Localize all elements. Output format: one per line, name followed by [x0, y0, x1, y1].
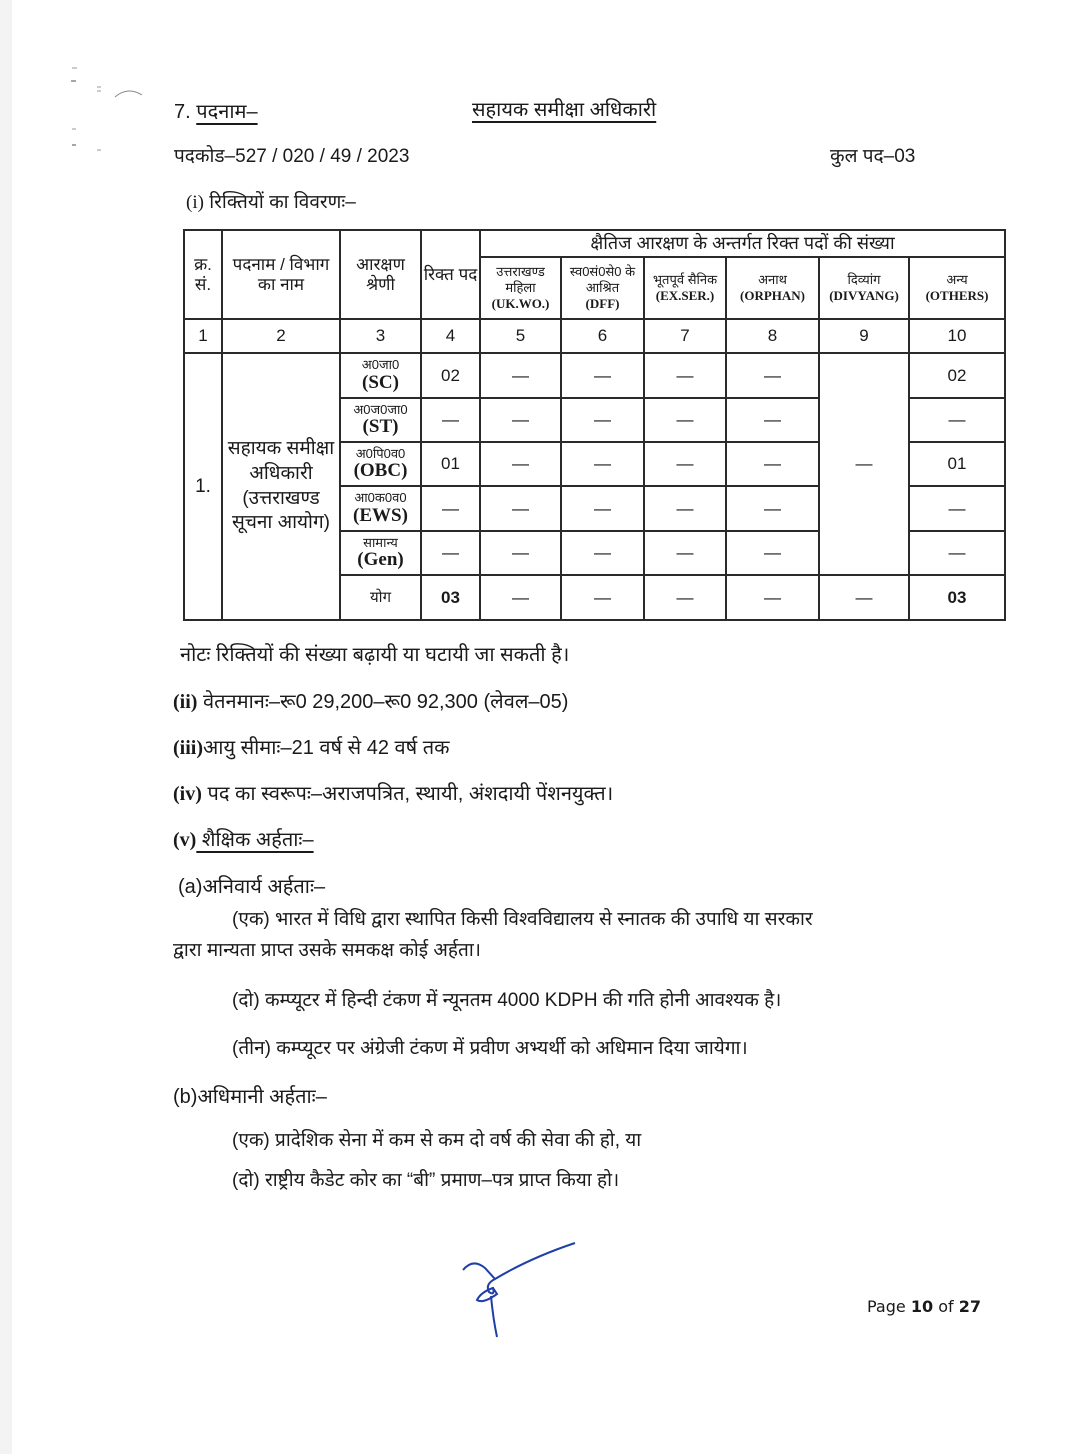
pay-scale-text: वेतनमानः–रू0 29,200–रू0 92,300 (लेवल–05)	[203, 691, 569, 713]
header-en: (ORPHAN)	[740, 288, 805, 303]
table-row	[184, 353, 1005, 398]
header-vacant: रिक्त पद	[421, 230, 480, 319]
pay-scale	[173, 687, 568, 714]
others-cell: —	[909, 531, 1005, 575]
item-text: प्रादेशिक सेना में कम से कम दो वर्ष की सेवा की हो, या	[269, 1130, 642, 1151]
header-hi: उत्तराखण्ड महिला	[496, 263, 545, 295]
others-cell: 01	[909, 442, 1005, 486]
header-en: (UK.WO.)	[491, 296, 550, 312]
page-word: Page	[867, 1297, 906, 1316]
category-en: (SC)	[362, 371, 399, 393]
divyang-merged-cell: —	[819, 353, 909, 575]
header-en: (DFF)	[585, 296, 620, 312]
total-label: योग	[340, 575, 421, 620]
dff-cell: —	[561, 531, 644, 575]
post-title-line	[174, 97, 258, 124]
header-hi: स्व0सं0से0 के आश्रित	[569, 263, 636, 295]
header-divyang	[819, 257, 909, 319]
orphan-cell: —	[726, 353, 819, 398]
header-others	[909, 257, 1005, 319]
vacant-cell: —	[421, 486, 480, 531]
category-cell	[340, 353, 421, 398]
post-label: पदनाम–	[196, 101, 258, 123]
header-dff	[561, 257, 644, 319]
pay-scale-num: (ii)	[173, 691, 198, 713]
page-of: of	[938, 1297, 954, 1316]
col-num: 3	[340, 319, 421, 353]
post-nature-text: पद का स्वरूपः–अराजपत्रित, स्थायी, अंशदायी पेंशनयुक्त।	[207, 783, 614, 805]
qualification-num: (v)	[173, 829, 197, 851]
essential-item-3	[232, 1034, 748, 1060]
col-num: 2	[222, 319, 340, 353]
vacant-cell: 02	[421, 353, 480, 398]
preferential-item-1	[232, 1126, 641, 1152]
orphan-cell: —	[726, 486, 819, 531]
signature-icon	[455, 1240, 585, 1340]
vacant-cell: 01	[421, 442, 480, 486]
exser-cell: —	[644, 486, 726, 531]
category-cell	[340, 398, 421, 442]
header-horizontal-reservation: क्षैतिज आरक्षण के अन्तर्गत रिक्त पदों की संख्या	[480, 230, 1005, 257]
page-current: 10	[910, 1297, 934, 1316]
age-limit	[173, 733, 450, 760]
others-cell: —	[909, 486, 1005, 531]
category-hi: अ0पि0व0	[355, 445, 406, 461]
category-hi: सामान्य	[363, 534, 398, 550]
scan-artifact-marks	[60, 60, 150, 160]
post-name: सहायक समीक्षा अधिकारी	[472, 99, 657, 121]
vacancy-table	[183, 229, 1006, 621]
item-text: कम्प्यूटर में हिन्दी टंकण में न्यूनतम 4000 KDPH की गति होनी आवश्यक है।	[259, 990, 782, 1011]
dff-cell: —	[561, 353, 644, 398]
section-label: रिक्तियों का विवरणः–	[209, 192, 356, 213]
vacancy-details-heading	[186, 188, 356, 214]
ukwo-cell: —	[480, 353, 561, 398]
post-nature-num: (iv)	[173, 783, 202, 805]
dff-cell: —	[561, 442, 644, 486]
age-limit-text: आयु सीमाः–21 वर्ष से 42 वर्ष तक	[203, 737, 450, 759]
others-cell: —	[909, 398, 1005, 442]
category-hi: अ0ज0जा0	[353, 401, 408, 417]
header-ex-servicemen	[644, 257, 726, 319]
vacant-cell: —	[421, 398, 480, 442]
exser-cell: —	[644, 442, 726, 486]
post-code: पदकोड–527 / 020 / 49 / 2023	[174, 146, 410, 167]
educational-qualification	[173, 825, 314, 852]
col-num: 10	[909, 319, 1005, 353]
ukwo-cell: —	[480, 398, 561, 442]
header-orphan	[726, 257, 819, 319]
post-nature	[173, 779, 613, 806]
header-post-dept: पदनाम / विभाग का नाम	[222, 230, 340, 319]
header-hi: अनाथ	[758, 271, 787, 287]
dff-cell: —	[561, 398, 644, 442]
exser-cell: —	[644, 531, 726, 575]
header-en: (OTHERS)	[925, 288, 989, 303]
page-total: 27	[958, 1297, 981, 1316]
item-number: 7.	[174, 101, 191, 123]
ukwo-cell: —	[480, 442, 561, 486]
total-exser: —	[644, 575, 726, 620]
essential-item-1-cont: द्वारा मान्यता प्राप्त उसके समकक्ष कोई अर्हता।	[173, 940, 481, 961]
vacant-cell: —	[421, 531, 480, 575]
item-marker: (दो)	[232, 990, 260, 1011]
header-uk-women	[480, 257, 561, 319]
orphan-cell: —	[726, 531, 819, 575]
col-num: 8	[726, 319, 819, 353]
total-orphan: —	[726, 575, 819, 620]
header-en: (DIVYANG)	[829, 288, 899, 303]
ukwo-cell: —	[480, 486, 561, 531]
category-en: (EWS)	[353, 504, 408, 526]
col-num: 4	[421, 319, 480, 353]
item-text: राष्ट्रीय कैडेट कोर का “बी” प्रमाण–पत्र प्राप्त किया हो।	[259, 1170, 620, 1191]
category-cell	[340, 486, 421, 531]
category-en: (OBC)	[353, 460, 408, 482]
total-dff: —	[561, 575, 644, 620]
total-others: 03	[909, 575, 1005, 620]
ukwo-cell: —	[480, 531, 561, 575]
col-num: 6	[561, 319, 644, 353]
item-text: कम्प्यूटर पर अंग्रेजी टंकण में प्रवीण अभ्यर्थी को अधिमान दिया जायेगा।	[270, 1038, 748, 1059]
vacancy-note: नोटः रिक्तियों की संख्या बढ़ायी या घटायी जा सकती है।	[180, 644, 570, 666]
header-en: (EX.SER.)	[655, 288, 715, 303]
essential-heading: (a)अनिवार्य अर्हताः–	[178, 876, 326, 898]
page-number	[867, 1297, 981, 1316]
others-cell: 02	[909, 353, 1005, 398]
item-marker: (एक)	[232, 909, 270, 930]
item-text: भारत में विधि द्वारा स्थापित किसी विश्वविद्यालय से स्नातक की उपाधि या सरकार	[269, 909, 813, 930]
header-hi: दिव्यांग	[847, 271, 881, 287]
total-ukwo: —	[480, 575, 561, 620]
category-cell	[340, 442, 421, 486]
header-serial: क्र. सं.	[184, 230, 222, 319]
scan-page-edge	[0, 0, 12, 1454]
orphan-cell: —	[726, 442, 819, 486]
exser-cell: —	[644, 353, 726, 398]
header-hi: अन्य	[946, 271, 968, 287]
header-category: आरक्षण श्रेणी	[340, 230, 421, 319]
preferential-heading: (b)अधिमानी अर्हताः–	[173, 1086, 327, 1108]
essential-item-1	[232, 905, 813, 931]
header-hi: भूतपूर्व सैनिक	[652, 271, 718, 287]
preferential-item-2	[232, 1166, 619, 1192]
total-divyang: —	[819, 575, 909, 620]
category-hi: आ0क0व0	[354, 490, 407, 506]
column-number-row	[184, 319, 1005, 353]
orphan-cell: —	[726, 398, 819, 442]
item-marker: (एक)	[232, 1130, 270, 1151]
age-limit-num: (iii)	[173, 737, 203, 759]
col-num: 9	[819, 319, 909, 353]
dff-cell: —	[561, 486, 644, 531]
category-hi: अ0जा0	[361, 357, 400, 373]
col-num: 1	[184, 319, 222, 353]
section-number: (i)	[186, 192, 204, 213]
category-en: (ST)	[362, 416, 399, 438]
category-en: (Gen)	[357, 549, 404, 571]
item-marker: (तीन)	[232, 1038, 271, 1059]
qualification-text: शैक्षिक अर्हताः–	[196, 829, 314, 851]
total-posts: कुल पद–03	[830, 146, 916, 167]
col-num: 5	[480, 319, 561, 353]
item-marker: (दो)	[232, 1170, 260, 1191]
category-cell	[340, 531, 421, 575]
post-dept-cell: सहायक समीक्षा अधिकारी (उत्तराखण्ड सूचना आयोग)	[222, 353, 340, 620]
total-vacant: 03	[421, 575, 480, 620]
serial-cell: 1.	[184, 353, 222, 620]
col-num: 7	[644, 319, 726, 353]
essential-item-2	[232, 986, 781, 1012]
exser-cell: —	[644, 398, 726, 442]
